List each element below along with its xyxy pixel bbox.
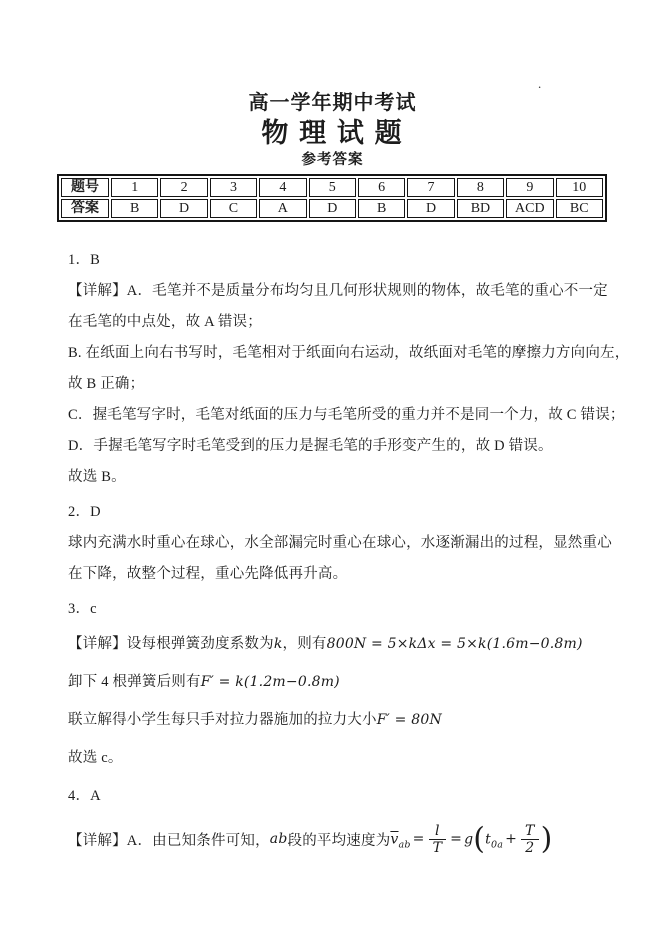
fraction-l-over-T [429,823,447,856]
solutions-section [68,245,630,866]
question-number-cell: 6 [358,178,405,197]
answer-cell: B [111,199,158,218]
v-bar-symbol: $\overline{v}$ [390,831,399,847]
solution-3-number: 3．c [68,601,97,617]
solution-2-line: 球内充满水时重心在球心，水全部漏完时重心在球心，水逐渐漏出的过程，显然重心 [68,535,612,551]
g-symbol: g [464,831,474,847]
answer-cell: BD [457,199,504,218]
solution-1-number: 1．B [68,252,101,268]
fraction-denominator: 2 [525,839,535,856]
fraction-denominator: T [432,839,443,856]
question-number-cell: 1 [111,178,158,197]
reference-answers-label: 参考答案 [301,152,364,168]
answer-cell: ACD [506,199,553,218]
solution-3-conclusion: 故选 c。 [68,750,123,766]
solution-3-line [68,701,613,739]
solution-3-line [68,663,613,701]
t-subscript: 0a [491,838,504,850]
question-number-cell: 3 [210,178,257,197]
solution-1-conclusion: 故选 B。 [68,469,126,485]
solution-4-text: 【详解】A．由已知条件可知， [68,832,270,849]
pull-force-result-formula: F′ = 80N [376,712,442,728]
solution-2-number: 2．D [68,504,101,520]
solution-1-line: B. 在纸面上向右书写时，毛笔相对于纸面向右运动，故纸面对毛笔的摩擦力方向向左， [68,345,630,361]
answer-cell: C [210,199,257,218]
solution-3-text: 【详解】设每根弹簧劲度系数为 [68,636,274,652]
equals-sign: = [412,831,425,847]
average-velocity-formula [390,823,552,856]
question-number-cell: 10 [556,178,603,197]
solution-1-line: 【详解】A．毛笔并不是质量分布均匀且几何形状规则的物体，故毛笔的重心不一定 [68,283,608,299]
spring-constant-variable: k [273,636,283,652]
solution-1-line: 在毛笔的中点处，故 A 错误； [68,314,262,330]
fraction-numerator: T [521,823,539,840]
spring-equation-formula: 800N = 5×kΔx = 5×k(1.6m−0.8m) [326,636,583,652]
solution-3-line [68,625,613,663]
close-paren: ) [540,821,553,856]
t-symbol: t [485,831,491,847]
solution-2-line: 在下降，故整个过程，重心先降低再升高。 [68,566,348,582]
solution-4-line [68,812,613,866]
subject-title: 物 理 试 题 [261,118,404,148]
fraction-numerator: l [429,823,447,840]
answer-cell: D [407,199,454,218]
solution-4-number: 4．A [68,788,101,804]
segment-variable: ab [269,831,288,847]
answer-cell: A [259,199,306,218]
exam-title: 高一学年期中考试 [248,92,417,114]
plus-sign: + [505,831,518,847]
question-number-row [61,178,603,197]
solution-1-line: D．手握毛笔写字时毛笔受到的压力是握毛笔的手形变产生的，故 D 错误。 [68,438,553,454]
fraction-T-over-2 [521,823,539,856]
v-subscript: ab [398,838,411,850]
equals-sign: = [450,831,463,847]
question-number-cell: 5 [309,178,356,197]
question-number-cell: 9 [506,178,553,197]
answer-row [61,199,603,218]
question-number-cell: 4 [259,178,306,197]
stray-scan-mark: . [538,76,542,91]
answer-cell: B [358,199,405,218]
answer-cell: D [309,199,356,218]
question-row-label: 题号 [61,178,109,197]
solution-1-line: 故 B 正确； [68,376,145,392]
solution-3-text: 卸下 4 根弹簧后则有 [68,674,201,690]
solution-1-line: C．握毛笔写字时，毛笔对纸面的压力与毛笔所受的重力并不是同一个力，故 C 错误； [68,407,625,423]
reduced-spring-formula: F′ = k(1.2m−0.8m) [200,674,340,690]
solution-4-text: 段的平均速度为 [287,832,391,849]
answer-key-table [57,174,607,222]
question-number-cell: 7 [407,178,454,197]
question-number-cell: 8 [457,178,504,197]
solution-3-text: ，则有 [282,636,327,652]
answer-row-label: 答案 [61,199,109,218]
document-header [0,0,665,170]
question-number-cell: 2 [160,178,207,197]
answer-cell: BC [556,199,603,218]
answer-cell: D [160,199,207,218]
open-paren: ( [473,821,486,856]
solution-3-text: 联立解得小学生每只手对拉力器施加的拉力大小 [68,712,377,728]
